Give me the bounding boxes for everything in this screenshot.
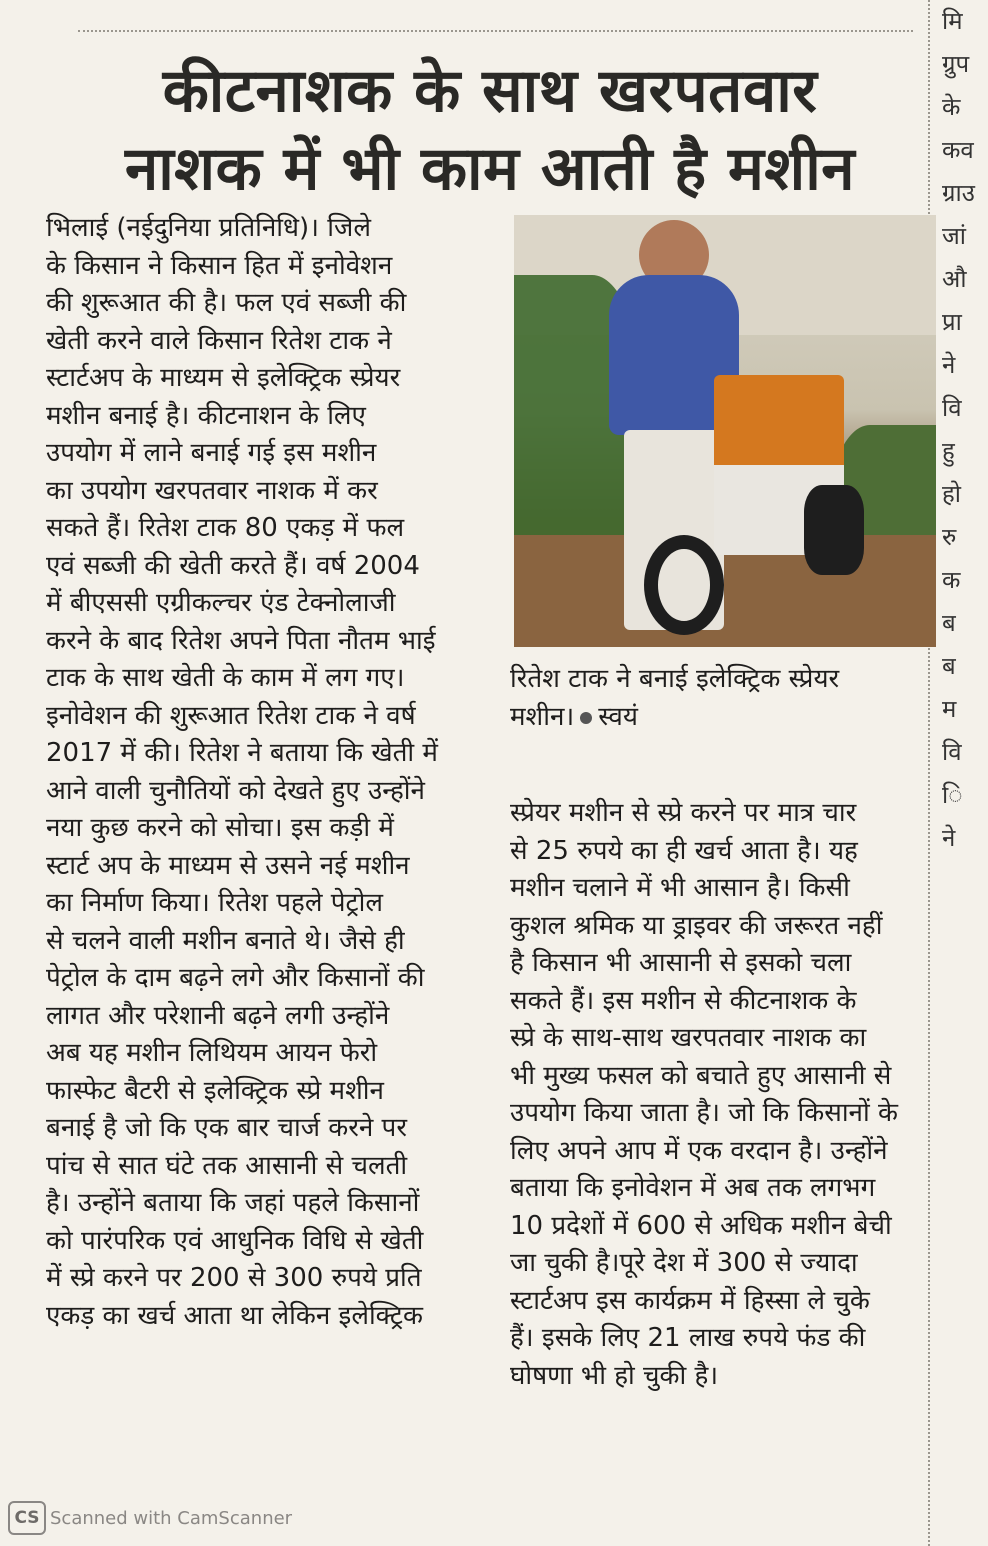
photo-front-wheel <box>644 535 724 635</box>
article-line: लागत और परेशानी बढ़ने लगी उन्होंने <box>46 1000 390 1031</box>
top-dotted-rule <box>78 30 913 32</box>
article-line: 2017 में की। रितेश ने बताया कि खेती में <box>46 738 438 768</box>
adjacent-text-fragment: के <box>942 93 961 121</box>
headline-line-2: नाशक में भी काम आती है मशीन <box>124 134 856 204</box>
article-line: कुशल श्रमिक या ड्राइवर की जरूरत नहीं <box>510 910 883 941</box>
article-line: पांच से सात घंटे तक आसानी से चलती <box>46 1150 408 1181</box>
article-line: बताया कि इनोवेशन में अब तक लगभग <box>510 1173 876 1203</box>
article-line: में स्प्रे करने पर 200 से 300 रुपये प्रति <box>46 1263 422 1293</box>
article-line: में बीएससी एग्रीकल्चर एंड टेक्नोलाजी <box>46 588 396 618</box>
article-line: स्टार्टअप के माध्यम से इलेक्ट्रिक स्प्रेयर <box>46 363 401 393</box>
article-line: एवं सब्जी की खेती करते हैं। वर्ष 2004 <box>46 550 420 581</box>
article-line: स्प्रेयर मशीन से स्प्रे करने पर मात्र चार <box>510 798 857 828</box>
adjacent-text-fragment: वि <box>942 738 962 766</box>
article-line: से 25 रुपये का ही खर्च आता है। यह <box>510 835 858 866</box>
article-line: सकते हैं। रितेश टाक 80 एकड़ में फल <box>46 513 405 543</box>
camscanner-watermark <box>8 1500 292 1536</box>
adjacent-text-fragment: औ <box>942 265 967 293</box>
article-photo <box>514 215 936 647</box>
caption-line-2 <box>510 698 930 736</box>
article-line: आने वाली चुनौतियों को देखते हुए उन्होंने <box>46 775 425 806</box>
article-line: मशीन चलाने में भी आसान है। किसी <box>510 873 850 903</box>
photo-caption <box>510 660 930 736</box>
adjacent-text-fragment: म <box>942 695 957 723</box>
article-line: के किसान ने किसान हित में इनोवेशन <box>46 250 393 281</box>
adjacent-text-fragment: हु <box>942 437 955 465</box>
article-line: भिलाई (नईदुनिया प्रतिनिधि)। जिले <box>46 213 371 243</box>
adjacent-text-fragment: वि <box>942 394 962 422</box>
article-line: 10 प्रदेशों में 600 से अधिक मशीन बेची <box>510 1210 892 1241</box>
watermark-text: Scanned with CamScanner <box>50 1507 293 1529</box>
article-line: का उपयोग खरपतवार नाशक में कर <box>46 475 378 506</box>
photo-rear-wheel <box>804 485 864 575</box>
article-line: खेती करने वाले किसान रितेश टाक ने <box>46 325 392 356</box>
caption-line-2-text: मशीन। <box>510 702 575 732</box>
article-line: इनोवेशन की शुरूआत रितेश टाक ने वर्ष <box>46 700 416 731</box>
article-line: जा चुकी है।पूरे देश में 300 से ज्यादा <box>510 1248 858 1278</box>
adjacent-text-fragment: कव <box>942 136 974 164</box>
adjacent-text-fragment: ग्राउ <box>942 179 975 207</box>
article-line: की शुरूआत की है। फल एवं सब्जी की <box>46 288 407 318</box>
article-line: स्टार्टअप इस कार्यक्रम में हिस्सा ले चुके <box>510 1285 870 1316</box>
headline <box>60 52 920 208</box>
article-line: से चलने वाली मशीन बनाते थे। जैसे ही <box>46 925 405 956</box>
article-line: फास्फेट बैटरी से इलेक्ट्रिक स्प्रे मशीन <box>46 1075 384 1106</box>
article-line: लिए अपने आप में एक वरदान है। उन्होंने <box>510 1135 888 1166</box>
article-line: है। उन्होंने बताया कि जहां पहले किसानों <box>46 1188 420 1218</box>
article-line: करने के बाद रितेश अपने पिता नौतम भाई <box>46 625 436 656</box>
camscanner-logo-icon: CS <box>8 1501 46 1535</box>
adjacent-text-fragment: ि <box>942 781 963 809</box>
article-line: मशीन बनाई है। कीटनाशन के लिए <box>46 400 366 431</box>
adjacent-text-fragment: ब <box>942 609 956 637</box>
adjacent-text-fragment: हो <box>942 480 961 508</box>
adjacent-article-fragment <box>942 0 988 860</box>
article-line: एकड़ का खर्च आता था लेकिन इलेक्ट्रिक <box>46 1300 423 1331</box>
adjacent-text-fragment: क <box>942 566 961 594</box>
article-column-right <box>510 795 950 1395</box>
article-line: हैं। इसके लिए 21 लाख रुपये फंड की <box>510 1323 866 1353</box>
adjacent-text-fragment: ग्रुप <box>942 50 970 78</box>
adjacent-text-fragment: रु <box>942 523 957 551</box>
adjacent-text-fragment: ने <box>942 824 956 852</box>
article-line: टाक के साथ खेती के काम में लग गए। <box>46 663 405 693</box>
adjacent-text-fragment: जां <box>942 222 967 250</box>
adjacent-text-fragment: ब <box>942 652 956 680</box>
article-line: नया कुछ करने को सोचा। इस कड़ी में <box>46 813 394 843</box>
article-line: घोषणा भी हो चुकी है। <box>510 1360 719 1391</box>
article-line: को पारंपरिक एवं आधुनिक विधि से खेती <box>46 1225 424 1256</box>
article-line: उपयोग किया जाता है। जो कि किसानों के <box>510 1098 898 1128</box>
caption-line-1: रितेश टाक ने बनाई इलेक्ट्रिक स्प्रेयर <box>510 664 840 694</box>
headline-line-1: कीटनाशक के साथ खरपतवार <box>162 56 818 126</box>
article-column-left <box>46 210 476 1335</box>
article-line: है किसान भी आसानी से इसको चला <box>510 948 852 978</box>
article-line: पेट्रोल के दाम बढ़ने लगे और किसानों की <box>46 963 425 993</box>
caption-credit: स्वयं <box>598 702 638 732</box>
article-line: उपयोग में लाने बनाई गई इस मशीन <box>46 438 377 468</box>
article-line: स्टार्ट अप के माध्यम से उसने नई मशीन <box>46 850 410 881</box>
article-line: का निर्माण किया। रितेश पहले पेट्रोल <box>46 888 383 918</box>
article-line: बनाई है जो कि एक बार चार्ज करने पर <box>46 1113 407 1143</box>
adjacent-text-fragment: मि <box>942 7 963 35</box>
article-line: स्प्रे के साथ-साथ खरपतवार नाशक का <box>510 1023 867 1053</box>
bullet-icon <box>580 712 592 724</box>
article-line: अब यह मशीन लिथियम आयन फेरो <box>46 1038 378 1068</box>
adjacent-text-fragment: ने <box>942 351 956 379</box>
article-line: सकते हैं। इस मशीन से कीटनाशक के <box>510 985 857 1016</box>
adjacent-text-fragment: प्रा <box>942 308 962 336</box>
article-line: भी मुख्य फसल को बचाते हुए आसानी से <box>510 1060 892 1091</box>
